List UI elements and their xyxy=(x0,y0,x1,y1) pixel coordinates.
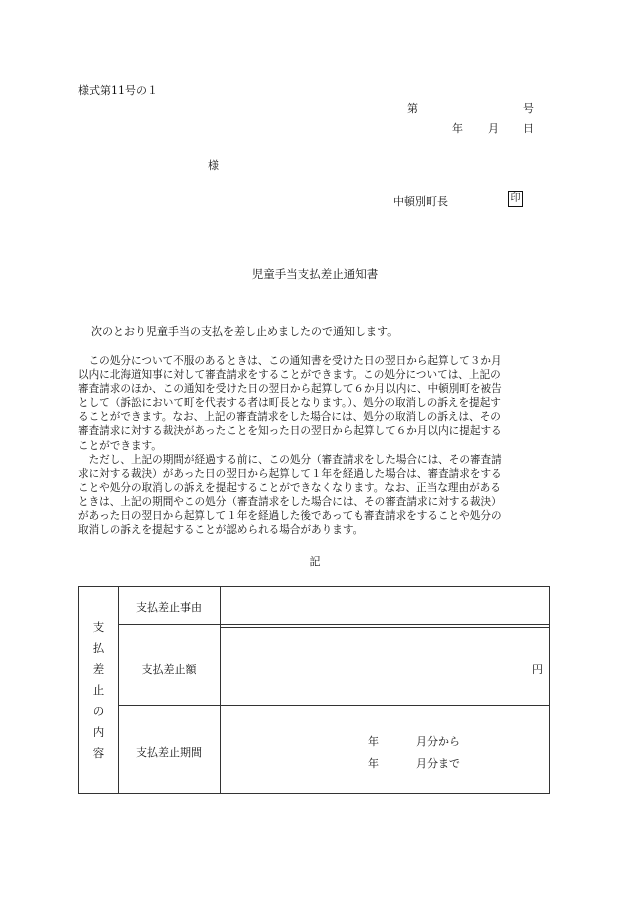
body-line: 以内に北海道知事に対して審査請求をすることができます。この処分については、上記の xyxy=(78,369,501,382)
table-side-label xyxy=(79,617,118,764)
amount-unit: 円 xyxy=(532,663,543,676)
table-divider xyxy=(118,624,549,625)
reason-label: 支払差止事由 xyxy=(136,601,202,614)
body-line: ことや処分の取消しの訴えを提起することができなくなります。なお、正当な理由がある xyxy=(78,481,501,494)
issuer-name: 中頓別町長 xyxy=(393,195,448,208)
body-line: があった日の翌日から起算して１年を経過した後であっても審査請求をすることや処分の xyxy=(78,510,502,523)
suspension-details-table xyxy=(78,586,550,794)
period-from-month: 月分から xyxy=(416,735,460,748)
body-line: 取消しの訴えを提起することが認められる場合があります。 xyxy=(78,524,364,537)
side-label-char: 払 xyxy=(92,641,105,655)
body-line: として（訴訟において町を代表する者は町長となります。）、処分の取消しの訴えを提起す xyxy=(78,397,501,410)
doc-number-suffix: 号 xyxy=(523,102,534,115)
table-divider xyxy=(118,705,549,706)
date-month: 月 xyxy=(488,122,499,135)
period-to-month: 月分まで xyxy=(416,757,460,770)
body-line: ただし、上記の期間が経過する前に、この処分（審査請求をした場合には、その審査請 xyxy=(78,453,502,466)
date-day: 日 xyxy=(523,122,534,135)
period-label: 支払差止期間 xyxy=(136,746,202,759)
addressee-suffix: 様 xyxy=(208,159,219,172)
document-title: 児童手当支払差止通知書 xyxy=(251,267,379,281)
side-label-char: 止 xyxy=(92,683,105,697)
ki-heading: 記 xyxy=(309,555,321,568)
body-line: 審査請求のほか、この通知を受けた日の翌日から起算して６か月以内に、中頓別町を被告 xyxy=(78,383,502,396)
side-label-char: 支 xyxy=(92,620,105,634)
side-label-char: 内 xyxy=(92,725,105,739)
amount-label: 支払差止額 xyxy=(141,663,197,676)
table-divider xyxy=(118,587,119,793)
table-divider xyxy=(220,587,221,793)
doc-number-prefix: 第 xyxy=(407,102,418,115)
table-divider xyxy=(220,627,549,628)
intro-text: 次のとおり児童手当の支払を差し止めましたので通知します。 xyxy=(91,325,399,338)
body-line: ることができます。なお、上記の審査請求をした場合には、処分の取消しの訴えは、その xyxy=(78,411,501,424)
date-year: 年 xyxy=(452,122,463,135)
body-line: 審査請求に対する裁決があったことを知った日の翌日から起算して６か月以内に提起する xyxy=(78,425,502,438)
form-number: 様式第11号の１ xyxy=(78,84,158,97)
side-label-char: 差 xyxy=(92,662,105,676)
seal-mark: 印 xyxy=(508,191,523,207)
body-line: この処分について不服のあるときは、この通知書を受けた日の翌日から起算して３か月 xyxy=(78,355,502,367)
side-label-char: 容 xyxy=(92,746,105,760)
body-paragraphs xyxy=(78,354,552,537)
body-line: 求に対する裁決）があった日の翌日から起算して１年を経過した場合は、審査請求をする xyxy=(78,467,502,480)
period-from-year: 年 xyxy=(368,735,379,748)
period-to-year: 年 xyxy=(368,757,379,770)
body-line: ときは、上記の期間やこの処分（審査請求をした場合には、その審査請求に対する裁決） xyxy=(78,495,502,508)
side-label-char: の xyxy=(92,704,105,718)
body-line: ことができます。 xyxy=(78,439,162,452)
